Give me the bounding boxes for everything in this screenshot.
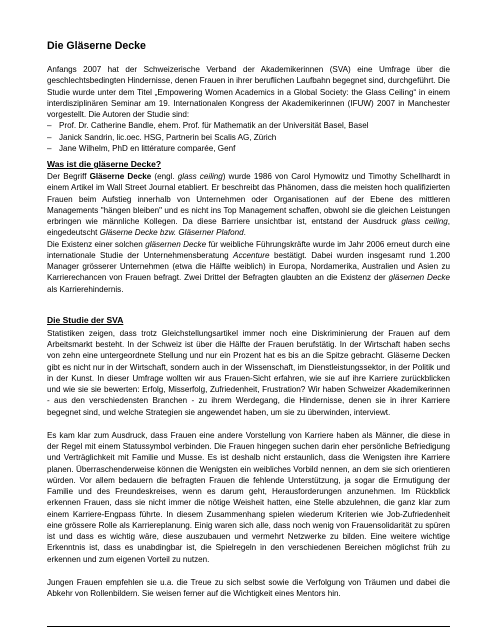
dash-bullet-icon: – — [47, 121, 52, 131]
text-run: für weibliche Führungskräfte wurde im Jahr 2006 erneut durch eine internationale Studie der Unternehmensberatung — [47, 239, 451, 260]
author-item — [47, 143, 450, 154]
term-emphasis: gläsernen Decke — [145, 239, 207, 249]
text-run: Der Begriff — [47, 172, 90, 181]
accenture-paragraph — [47, 239, 450, 295]
statistics-paragraph: Statistiken zeigen, dass trotz Gleichstellungsartikel immer noch eine Diskriminierung der Frauen auf dem Arbeitsmarkt besteht. In der Schweiz ist über die Hälfte der Frauen berufstätig. In der Wirtschaft haben sechs von zehn eine untergeordnete Stellung und nur ein Prozent hat es bis an die Spitze gebracht. Gläserne Decken gibt es nicht nur in der Wirtschaft, sondern auch in der Wissenschaft, im Dienstleistungssektor, in der Politik und in der Kunst. In dieser Umfrage wollten wir aus Frauen-Sicht erfahren, wie sie auf ihre Karriere zurückblicken und wie sie sie bewerten: Erfolg, Misserfolg, Zufriedenheit, Frustration? Wir haben Schweizer Akademikerinnen - aus den verschiedensten Branchen - zu ihrem Werdegang, die Hindernisse, denen sie in ihrer Karriere begegnet sind, und welche Strategien sie angewendet haben, um sie zu überwinden, interviewt. — [47, 328, 450, 417]
section-heading-sva-study: Die Studie der SVA — [47, 314, 124, 325]
author-list — [47, 120, 450, 154]
intro-paragraph: Anfangs 2007 hat der Schweizerische Verband der Akademikerinnen (SVA) eine Umfrage über die geschlechtsbedingten Hindernisse, denen Frauen in ihrer beruflichen Laufbahn begegnet sind, durchgeführt. Die Studie wurde unter dem Titel „Empowering Women Academics in a Global Society: the Glass Ceiling“ in einem interdisziplinären Seminar am 19. Internationalen Kongress der Akademikerinnen (IFUW) 2007 in Manchester vorgestellt. Die Autoren der Studie sind: — [47, 65, 450, 119]
author-name: Prof. Dr. Catherine Bandle, ehem. Prof. für Mathematik an der Universität Basel, Basel — [59, 121, 369, 131]
text-run: . — [243, 228, 246, 238]
text-run: bestätigt. Dabei wurden insgesamt rund 1.200 Manager grösserer Unternehmen (etwa die Hälfte weiblich) in Europa, Nordamerika, Australien und Asien zu Karrierechancen von Frauen befragt. Zwei Drittel der Befragten glaubten an die Existenz der — [47, 250, 451, 283]
term-emphasis: glass ceiling — [177, 172, 223, 181]
author-name: Jane Wilhelm, PhD en littérature comparée, Genf — [59, 143, 236, 153]
definition-paragraph — [47, 171, 450, 239]
author-item — [47, 132, 450, 143]
term-emphasis: gläsernen Decke — [388, 273, 450, 283]
page-title: Die Gläserne Decke — [47, 40, 146, 52]
author-name: Janick Sandrin, lic.oec. HSG, Partnerin bei Scalis AG, Zürich — [59, 132, 277, 142]
dash-bullet-icon: – — [47, 143, 52, 153]
author-item — [47, 120, 450, 131]
term-emphasis: Gläserne Decke — [89, 172, 152, 181]
term-emphasis: Accenture — [233, 250, 270, 260]
text-run: als Karrierehindernis. — [47, 284, 124, 294]
text-run: Die Existenz einer solchen — [47, 239, 146, 249]
dash-bullet-icon: – — [47, 132, 52, 142]
section-heading-glass-ceiling: Was ist die gläserne Decke? — [47, 159, 162, 169]
footer-divider — [47, 626, 450, 627]
term-emphasis: Gläserne Decke bzw. Gläserner Plafond — [99, 228, 244, 238]
recommendation-paragraph: Jungen Frauen empfehlen sie u.a. die Treue zu sich selbst sowie die Verfolgung von Träumen und dabei die Abkehr von Rollenbildern. Sie weisen ferner auf die Wichtigkeit eines Mentors hin. — [47, 577, 450, 598]
text-run: ) wurde 1986 von Carol Hymowitz und Timothy Schellhardt in einem Artikel im Wall Street Journal etabliert. Er beschreibt das Phänomen, dass die meisten hoch qualifizierten Frauen beim Aufstieg innerhalb von Unternehmen oder Organisationen auf der Ebene des mittleren Managements "hängen bleiben" und es nicht ins Top Management schaffen, obwohl sie die gleichen Leistungen erbringen wie männliche Kollegen. Da diese Barriere unsichtbar ist, entstand der Ausdruck — [47, 172, 450, 226]
term-emphasis: glass ceiling — [401, 217, 448, 226]
text-run: (engl. — [151, 172, 178, 181]
document-body — [47, 37, 450, 599]
text-run: , eingedeutscht — [47, 217, 450, 238]
findings-paragraph: Es kam klar zum Ausdruck, dass Frauen eine andere Vorstellung von Karriere haben als Männer, die diese in der Regel mit einem Statussymbol verbinden. Die Frauen hingegen suchen darin eher persönliche Befriedigung und Verträglichkeit mit Familie und Musse. Es ist deshalb nicht erstaunlich, dass die Wenigsten ihre Karriere planen. Überraschenderweise können die Wenigsten ein weibliches Vorbild nennen, an dem sie sich orientieren würden. Vor allem bedauern die befragten Frauen die fehlende Unterstützung, ja sogar die Ermutigung der Familie und des Freundeskreises, wenn es darum geht, Herausforderungen anzunehmen. Im Rückblick erkennen Frauen, dass sie nicht immer die nötige Weisheit hatten, eine Stelle abzulehnen, die ganz klar zum einem Karriere-Engpass führte. In diesem Zusammenhang spielen wiederum Kriterien wie Job-Zufriedenheit eine grössere Rolle als Karriereplanung. Einig waren sich alle, dass noch wenig von Frauensolidarität zu spüren ist und dass es wichtig wäre, diese auszubauen und vermehrt Netzwerke zu bilden. Eine weitere wichtige Erkenntnis ist, dass es unabdingbar ist, die Spielregeln in den verschiedenen Bereichen möglichst früh zu erkennen und zum eigenen Vorteil zu nutzen. — [47, 430, 450, 564]
